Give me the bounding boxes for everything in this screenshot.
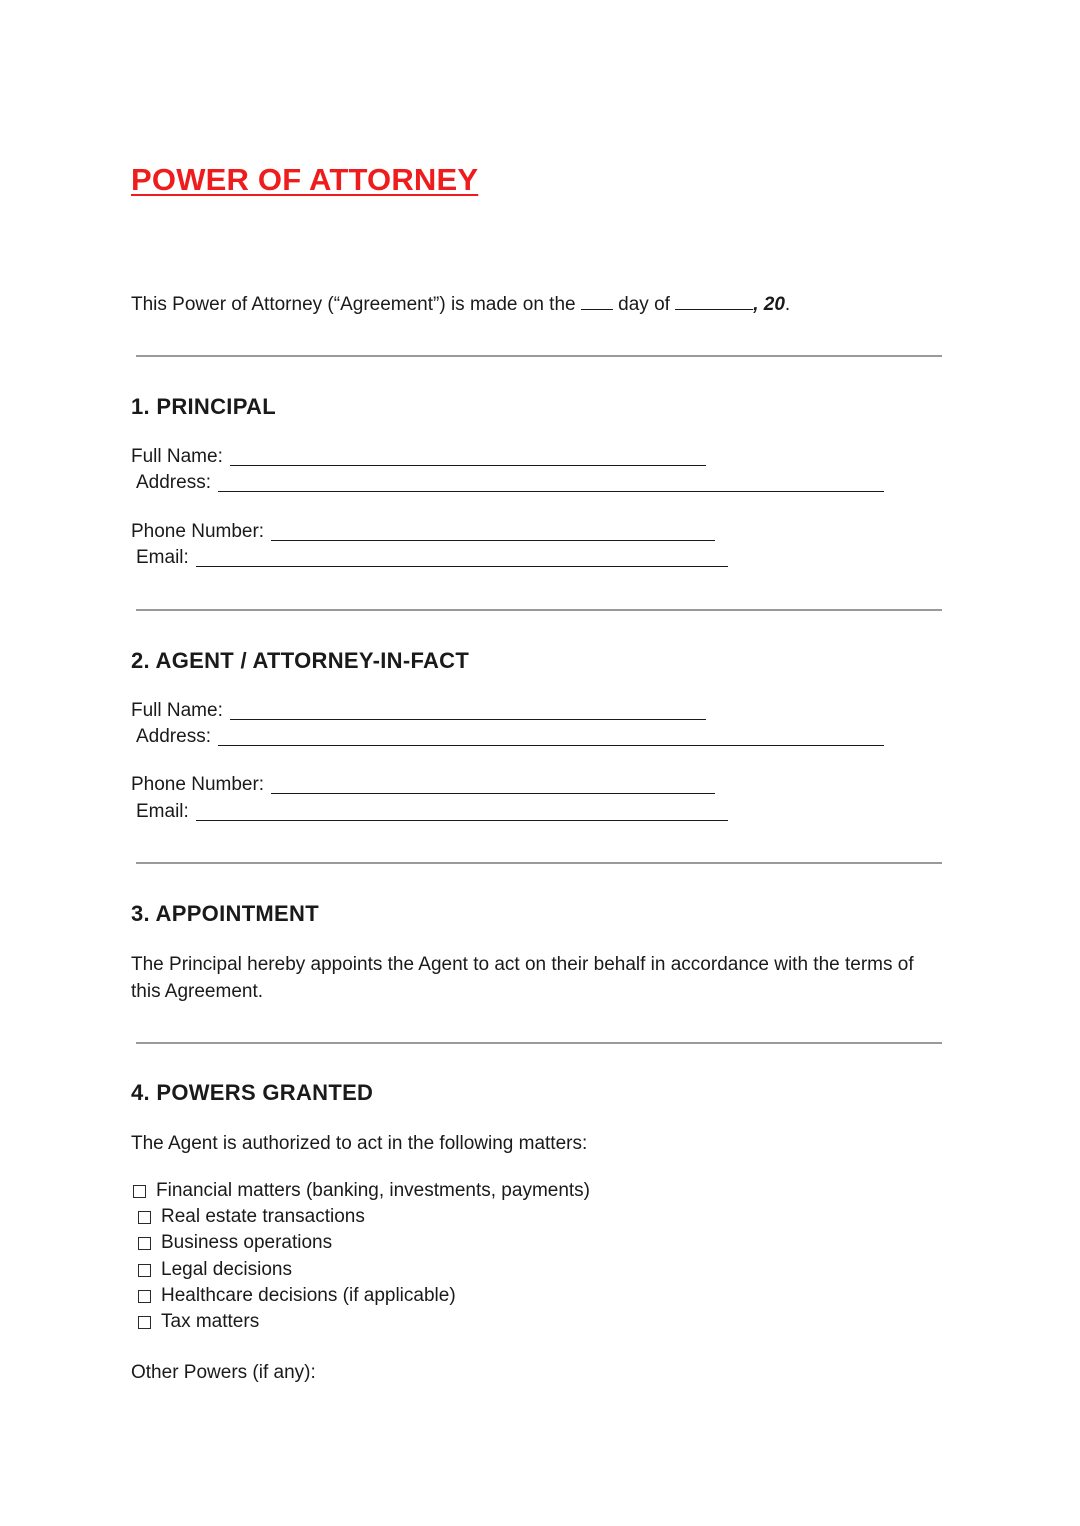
principal-address-field <box>136 472 884 494</box>
email-label: Email: <box>136 801 189 822</box>
powers-intro: The Agent is authorized to act in the following matters: <box>131 1133 588 1154</box>
agent-phone-input[interactable] <box>271 777 715 794</box>
option-label: Legal decisions <box>161 1259 292 1280</box>
power-option-business[interactable] <box>138 1232 332 1254</box>
checkbox[interactable] <box>133 1185 146 1198</box>
address-label: Address: <box>136 472 211 493</box>
power-option-financial[interactable] <box>133 1180 590 1202</box>
intro-day-of: day of <box>618 294 670 315</box>
section-divider <box>136 862 942 864</box>
section-divider <box>136 355 942 357</box>
phone-label: Phone Number: <box>131 774 265 795</box>
option-label: Business operations <box>161 1232 333 1253</box>
agent-address-field <box>136 726 884 748</box>
principal-phone-field <box>131 521 715 543</box>
address-label: Address: <box>136 726 211 747</box>
full-name-label: Full Name: <box>131 700 223 721</box>
appointment-heading: 3. APPOINTMENT <box>131 901 319 926</box>
day-blank[interactable] <box>581 294 613 310</box>
option-label: Tax matters <box>161 1311 260 1332</box>
section-divider <box>136 1042 942 1044</box>
intro-year: , 20 <box>753 294 785 315</box>
principal-address-input[interactable] <box>218 475 884 492</box>
agent-email-input[interactable] <box>196 804 728 821</box>
option-label: Healthcare decisions (if applicable) <box>161 1285 456 1306</box>
other-powers-label: Other Powers (if any): <box>131 1362 316 1383</box>
intro-end: . <box>784 294 791 315</box>
powers-heading: 4. POWERS GRANTED <box>131 1080 374 1105</box>
document-title: POWER OF ATTORNEY <box>131 162 479 197</box>
agent-email-field <box>136 801 728 823</box>
intro-text: This Power of Attorney (“Agreement”) is made on the <box>131 294 576 315</box>
power-option-real-estate[interactable] <box>138 1206 365 1228</box>
agent-address-input[interactable] <box>218 729 884 746</box>
principal-email-field <box>136 547 728 569</box>
agent-phone-field <box>131 774 715 796</box>
option-label: Real estate transactions <box>161 1206 365 1227</box>
email-label: Email: <box>136 547 189 568</box>
checkbox[interactable] <box>138 1211 151 1224</box>
power-option-tax[interactable] <box>138 1311 259 1333</box>
month-blank[interactable] <box>675 294 753 310</box>
appointment-text: The Principal hereby appoints the Agent to act on their behalf in accordance with the terms of this Agreement. <box>131 954 914 1002</box>
principal-heading: 1. PRINCIPAL <box>131 394 276 419</box>
checkbox[interactable] <box>138 1290 151 1303</box>
agent-heading: 2. AGENT / ATTORNEY-IN-FACT <box>131 648 470 673</box>
checkbox[interactable] <box>138 1264 151 1277</box>
phone-label: Phone Number: <box>131 521 265 542</box>
checkbox[interactable] <box>138 1237 151 1250</box>
full-name-label: Full Name: <box>131 446 223 467</box>
principal-email-input[interactable] <box>196 550 728 567</box>
agent-full-name-field <box>131 700 706 722</box>
principal-full-name-input[interactable] <box>230 449 706 466</box>
principal-phone-input[interactable] <box>271 524 715 541</box>
intro-line <box>131 291 790 318</box>
power-option-legal[interactable] <box>138 1259 292 1281</box>
power-option-healthcare[interactable] <box>138 1285 456 1307</box>
agent-full-name-input[interactable] <box>230 703 706 720</box>
checkbox[interactable] <box>138 1316 151 1329</box>
option-label: Financial matters (banking, investments, payments) <box>156 1180 591 1201</box>
principal-full-name-field <box>131 446 706 468</box>
section-divider <box>136 609 942 611</box>
